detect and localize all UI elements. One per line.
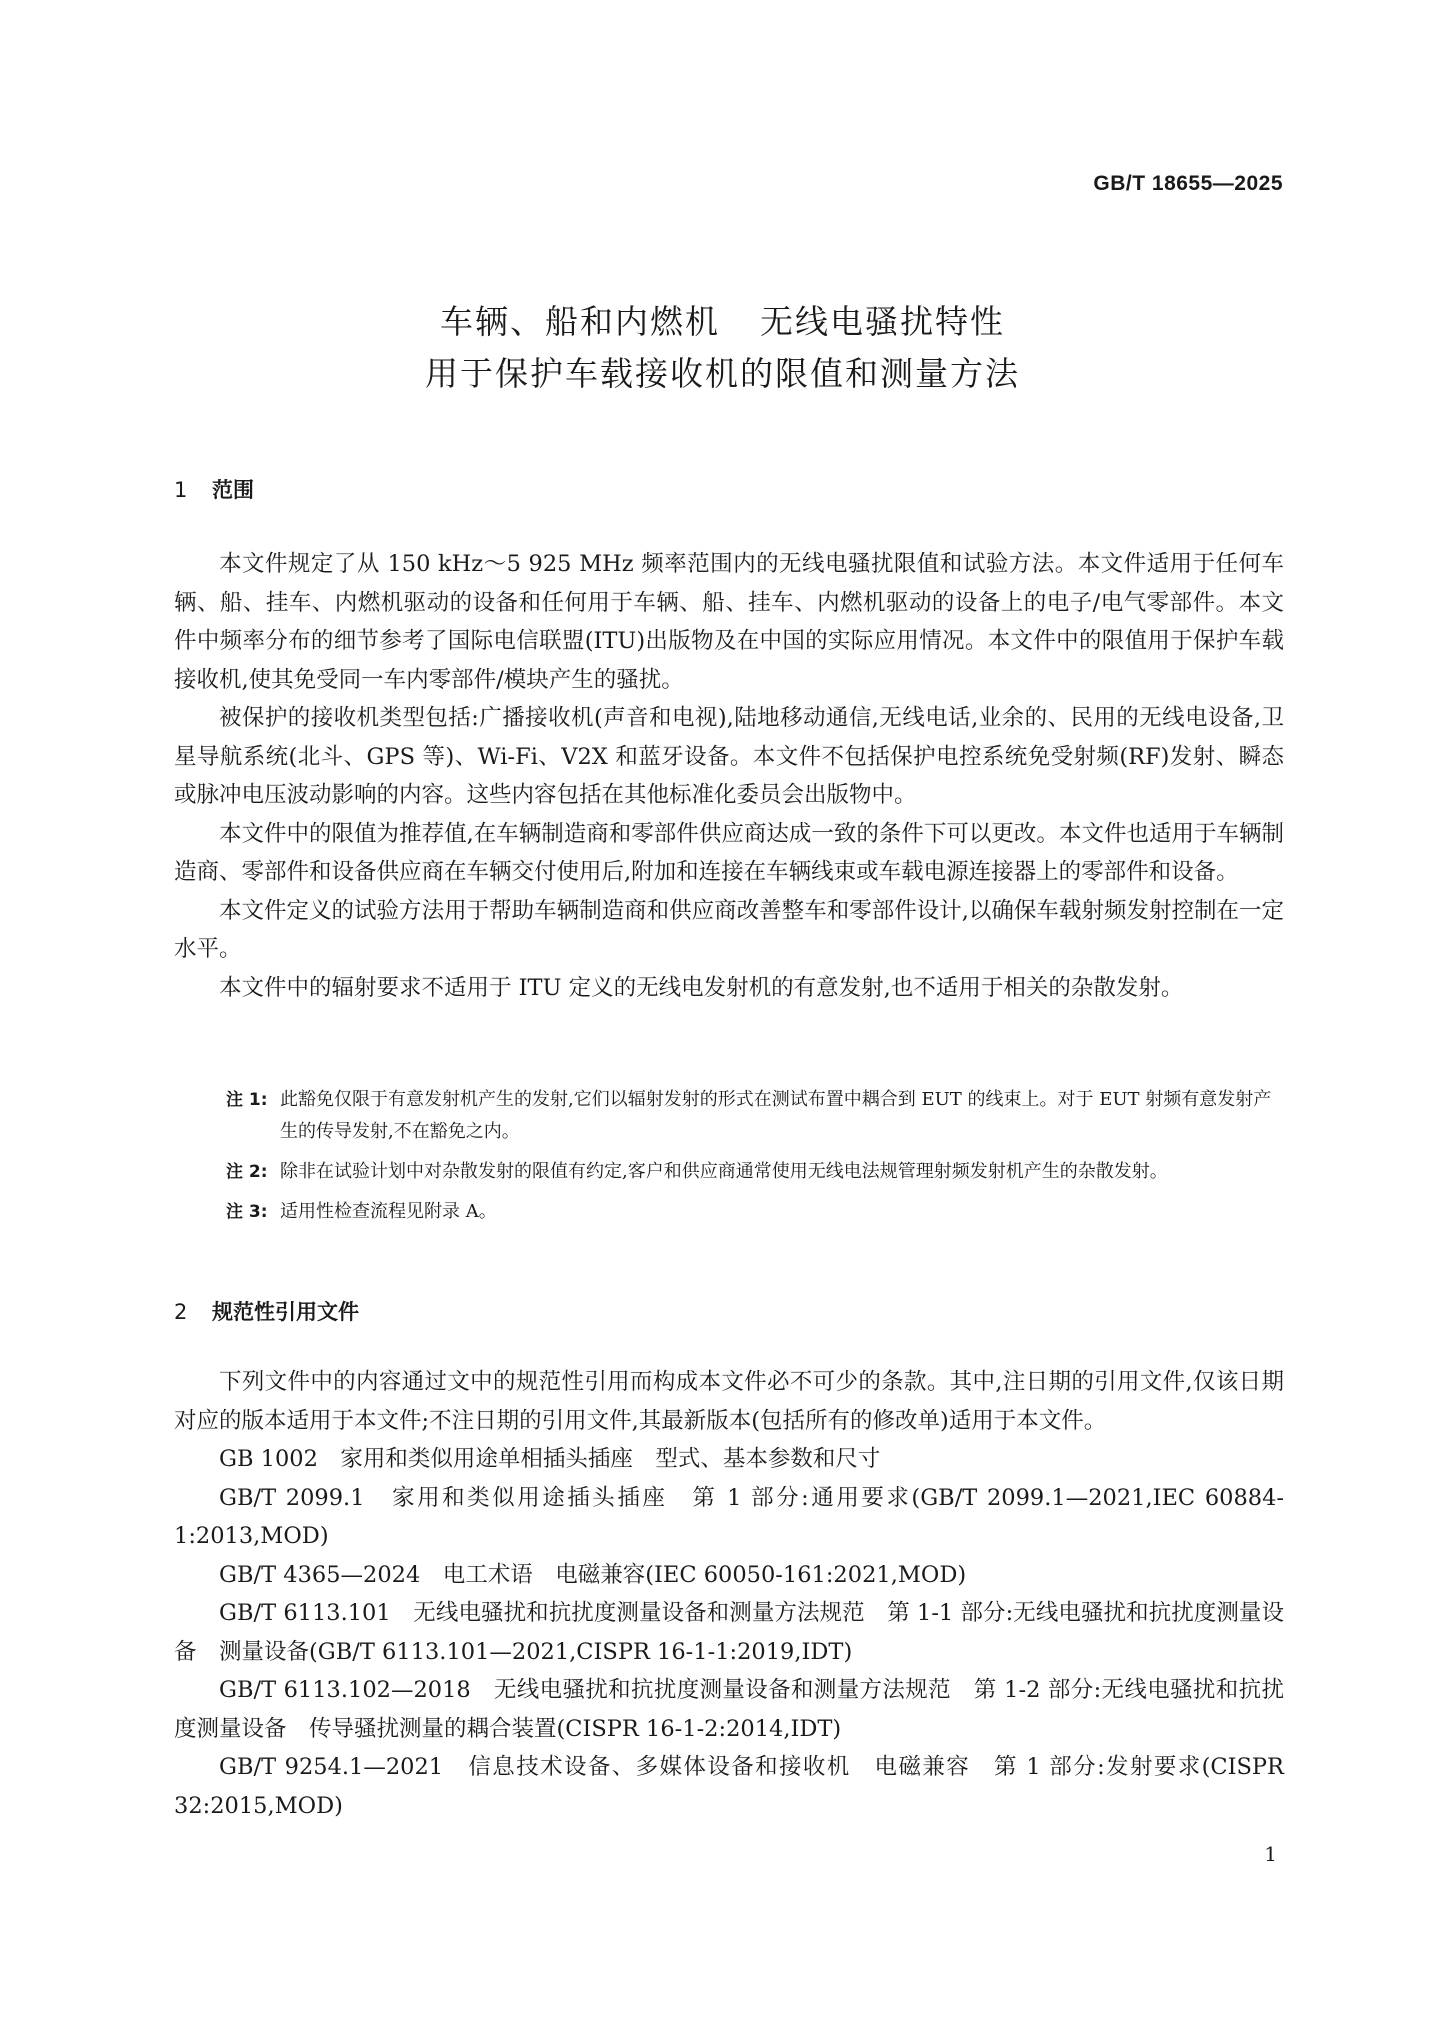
section-1-paragraph: 本文件中的辐射要求不适用于 ITU 定义的无线电发射机的有意发射,也不适用于相关的杂散发射。 — [219, 974, 1184, 1001]
section-2-title: 规范性引用文件 — [212, 1300, 359, 1324]
section-1-title: 范围 — [212, 478, 254, 502]
section-1-paragraph: 本文件中的限值为推荐值,在车辆制造商和零部件供应商达成一致的条件下可以更改。本文件也适用于车辆制造商、零部件和设备供应商在车辆交付使用后,附加和连接在车辆线束或车载电源连接器上的零部件和设备。 — [174, 820, 1284, 885]
section-1-paragraph: 本文件规定了从 150 kHz～5 925 MHz 频率范围内的无线电骚扰限值和试验方法。本文件适用于任何车辆、船、挂车、内燃机驱动的设备和任何用于车辆、船、挂车、内燃机驱动的设备上的电子/电气零部件。本文件中频率分布的细节参考了国际电信联盟(ITU)出版物及在中国的实际应用情况。本文件中的限值用于保护车载接收机,使其免受同一车内零部件/模块产生的骚扰。 — [174, 551, 1284, 693]
section-2-number: 2 — [174, 1300, 188, 1324]
note-item — [226, 1196, 1286, 1228]
note-label: 注 2: — [226, 1162, 268, 1182]
page-number: 1 — [1264, 1842, 1277, 1866]
reference-item: GB 1002 家用和类似用途单相插头插座 型式、基本参数和尺寸 — [219, 1446, 881, 1472]
title-line-1-part-2: 无线电骚扰特性 — [760, 302, 1005, 341]
note-label: 注 1: — [226, 1090, 268, 1110]
section-1-body — [174, 545, 1284, 1007]
reference-item: GB/T 2099.1 家用和类似用途插头插座 第 1 部分:通用要求(GB/T 2099.1—2021,IEC 60884-1:2013,MOD) — [174, 1484, 1284, 1549]
standard-number: GB/T 18655—2025 — [1093, 172, 1283, 195]
section-2-intro: 下列文件中的内容通过文中的规范性引用而构成本文件必不可少的条款。其中,注日期的引用文件,仅该日期对应的版本适用于本文件;不注日期的引用文件,其最新版本(包括所有的修改单)适用于本文件。 — [174, 1369, 1284, 1434]
title-line-1 — [0, 296, 1445, 348]
section-1-notes — [226, 1084, 1286, 1236]
section-1-number: 1 — [174, 478, 188, 502]
section-1-paragraph: 本文件定义的试验方法用于帮助车辆制造商和供应商改善整车和零部件设计,以确保车载射频发射控制在一定水平。 — [174, 897, 1284, 962]
reference-item: GB/T 4365—2024 电工术语 电磁兼容(IEC 60050-161:2021,MOD) — [219, 1561, 967, 1588]
reference-item: GB/T 6113.102—2018 无线电骚扰和抗扰度测量设备和测量方法规范 第 1-2 部分:无线电骚扰和抗扰度测量设备 传导骚扰测量的耦合装置(CISPR 16-1-2:2014,IDT) — [174, 1677, 1284, 1742]
section-1-paragraph: 被保护的接收机类型包括:广播接收机(声音和电视),陆地移动通信,无线电话,业余的、民用的无线电设备,卫星导航系统(北斗、GPS 等)、Wi-Fi、V2X 和蓝牙设备。本文件不包括保护电控系统免受射频(RF)发射、瞬态或脉冲电压波动影响的内容。这些内容包括在其他标准化委员会出版物中。 — [174, 705, 1284, 808]
note-label: 注 3: — [226, 1202, 268, 1222]
document-title — [0, 296, 1445, 400]
title-line-1-part-1: 车辆、船和内燃机 — [440, 302, 720, 341]
title-line-2: 用于保护车载接收机的限值和测量方法 — [425, 354, 1020, 393]
section-1-heading — [174, 474, 254, 504]
reference-item: GB/T 9254.1—2021 信息技术设备、多媒体设备和接收机 电磁兼容 第 1 部分:发射要求(CISPR 32:2015,MOD) — [174, 1754, 1284, 1819]
note-item — [226, 1156, 1286, 1188]
note-item — [226, 1084, 1286, 1148]
note-text: 适用性检查流程见附录 A。 — [280, 1201, 497, 1222]
reference-item: GB/T 6113.101 无线电骚扰和抗扰度测量设备和测量方法规范 第 1-1 部分:无线电骚扰和抗扰度测量设备 测量设备(GB/T 6113.101—2021,CISPR 16-1-1:2019,IDT) — [174, 1600, 1284, 1665]
section-2-body — [174, 1363, 1284, 1825]
note-text: 此豁免仅限于有意发射机产生的发射,它们以辐射发射的形式在测试布置中耦合到 EUT 的线束上。对于 EUT 射频有意发射产生的传导发射,不在豁免之内。 — [280, 1089, 1272, 1142]
section-2-heading — [174, 1296, 359, 1326]
note-text: 除非在试验计划中对杂散发射的限值有约定,客户和供应商通常使用无线电法规管理射频发射机产生的杂散发射。 — [280, 1161, 1168, 1182]
